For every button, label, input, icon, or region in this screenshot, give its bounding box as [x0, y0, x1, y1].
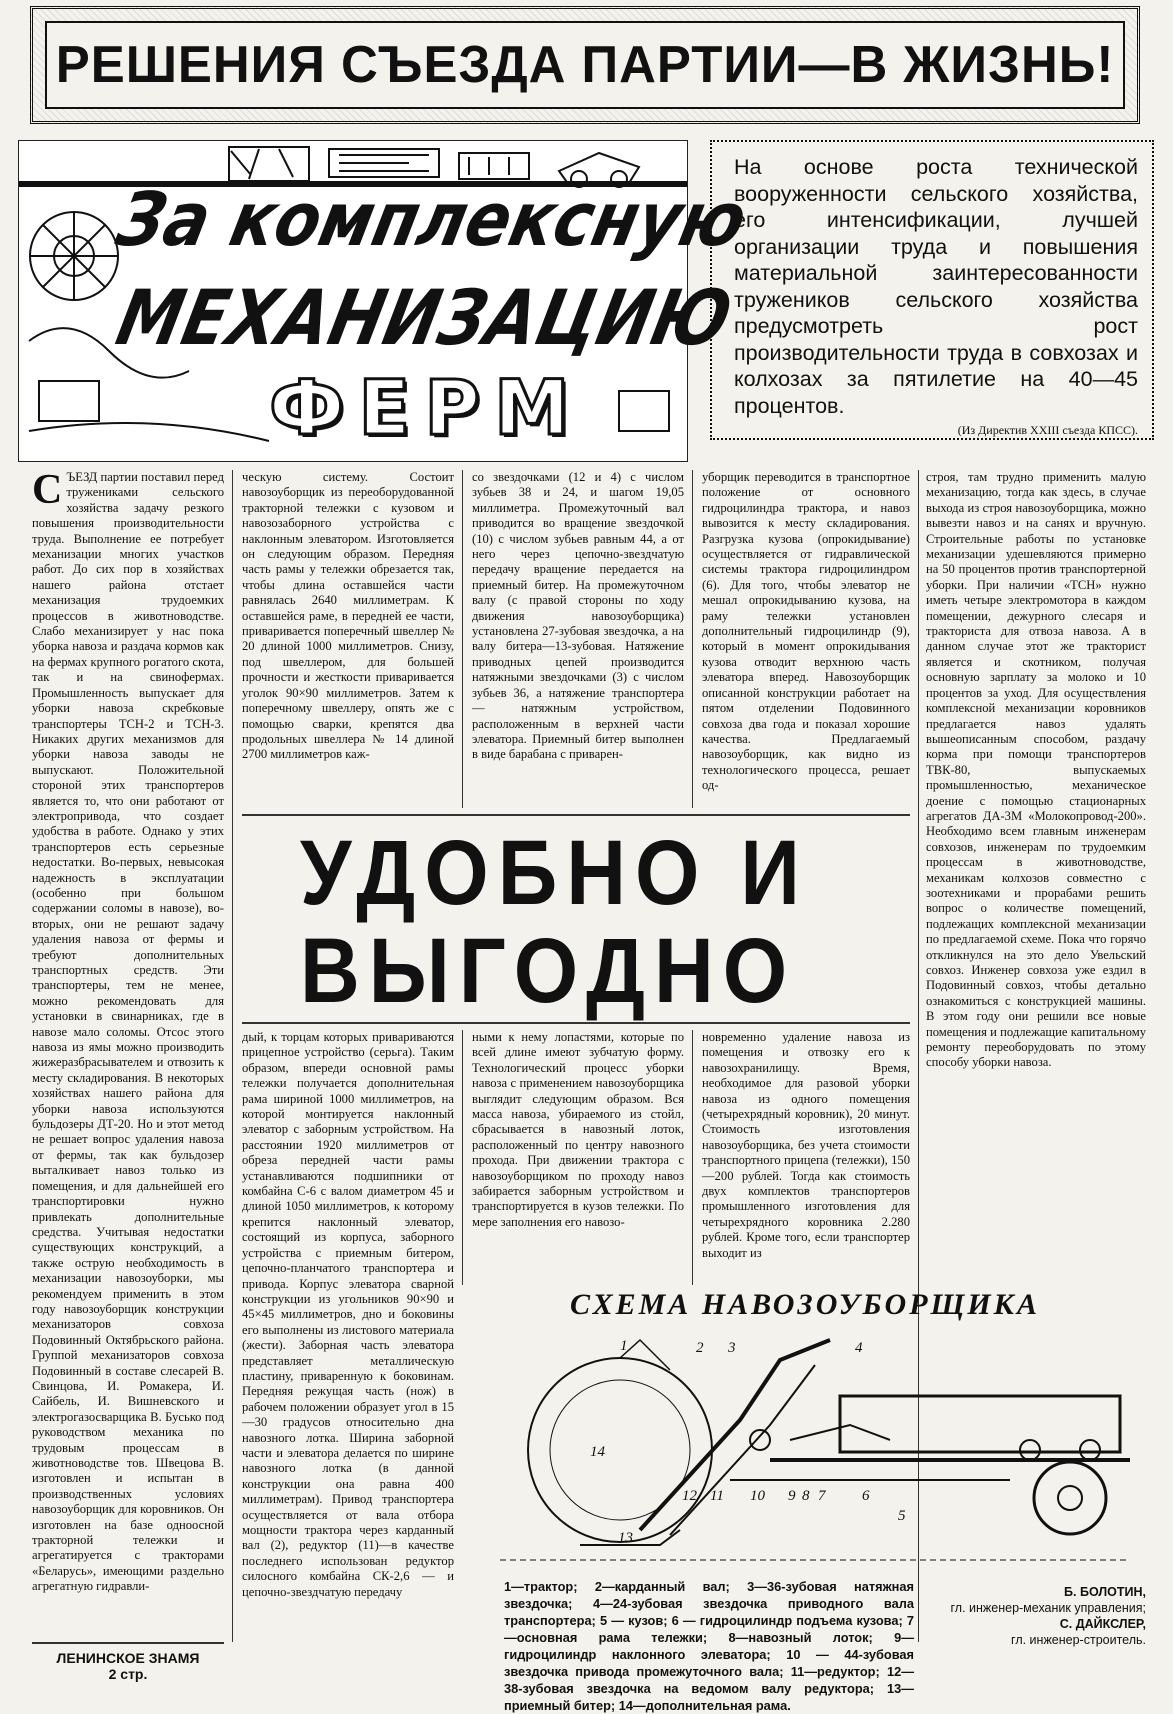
headline-illustration: [18, 140, 754, 462]
article-title-line-1: УДОБНО И: [300, 822, 809, 924]
banner-frame: [30, 6, 1140, 124]
signature-2-name: С. ДАЙКСЛЕР,: [1059, 1617, 1146, 1631]
label-3: 3: [728, 1340, 736, 1356]
article-title-line-2: ВЫГОДНО: [300, 920, 797, 1022]
label-8: 8: [802, 1488, 810, 1504]
article-column-2-top-text: ческую систему. Состоит навозоуборщик из переоборудованной тракторной тележки с кузовом и навозозаборного устройства с наклонным элеватором. Изготовляется он следующим образом. Передняя часть рамы у тележки обрезается так, чтобы длина оставшейся части равнялась 2640 миллиметрам. К оставшейся раме, в передней ее части, приваривается поперечный швеллер № 20 длиной 1000 миллиметров. Снизу, под швеллером, для большей прочности и жесткости приваривается уголок 90×90 миллиметров. Затем к поперечному швеллеру, опять же с помощью сварки, крепятся два продольных швеллера № 14 длиной 2700 миллиметров каж-: [242, 470, 454, 762]
label-13: 13: [618, 1530, 633, 1546]
page-number: 2 стр.: [108, 1666, 148, 1682]
label-4: 4: [855, 1340, 863, 1356]
article-column-4-top: [702, 470, 910, 808]
schematic-number-labels: [590, 1338, 906, 1546]
article-column-3-bottom: [472, 1030, 684, 1285]
label-9: 9: [788, 1488, 796, 1504]
headline-line-1: За комплексную: [109, 177, 754, 263]
column-divider: [462, 470, 463, 808]
label-6: 6: [862, 1488, 870, 1504]
title-rule-bottom: [242, 1022, 910, 1024]
label-5: 5: [898, 1508, 906, 1524]
article-column-3-top: [472, 470, 684, 808]
banner-inner: [45, 21, 1125, 109]
article-column-4-top-text: уборщик переводится в транспортное положение от основного гидроцилиндра трактора, и навоз вывозится к месту складирования. Разгрузка кузова (опрокидывание) осуществляется от гидравлической системы трактора гидроцилиндром (6). Для того, чтобы элеватор не мешал опрокидыванию кузова, на раму тележки установлен дополнительный гидроцилиндр (9), который в момент опрокидывания кузова отводит верхнюю часть элеватора вперед. Навозоуборщик описанной конструкции работает на пятом отделении Подовинного совхоза два года и показал хорошие качества. Предлагаемый навозоуборщик, как видно из технологического процесса, решает од-: [702, 470, 910, 793]
article-column-5-text: строя, там трудно применить малую механизацию, тогда как здесь, в случае выхода из строя навозоуборщика, можно вывезти навоз и на санях и вручную. Строительные работы по установке механизации удешевляются примерно на 50 процентов против транспортерной уборки. При наличии «ТСН» нужно иметь четыре электромотора в каждом помещении, дежурного слесаря и тракториста для отвоза навоза. А в данном случае этот же тракторист является и скотником, получая основную зарплату за молоко и 10 процентов за уход. Для осуществления комплексной механизации коровников предлагается навоз удалять вышеописанным способом, раздачу корма при помощи транспортеров ТВК-80, выпускаемых промышленностью, механическое доение с помощью стационарных агрегатов ДА-3М «Молокопровод-200». Необходимо всем главным инженерам совхозов, инженерам по трудоемким процессам в животноводстве, механикам колхозов совместно с зоотехниками и прорабами решить вопрос о количестве помещений, подлежащих комплексной механизации по предлагаемой схеме. Пока что горячо откликнулся на это дело Увельский совхоз. Инженер совхоза уже ездил в Подовинный совхоз, чтобы детально ознакомиться с конструкцией машины. В этом году они решили все новые помещения и подлежащие капитальному ремонту переоборудовать по этому способу уборки навоза.: [926, 470, 1146, 1070]
signature-2-title: гл. инженер-строитель.: [1011, 1633, 1146, 1647]
article-column-3-top-text: со звездочками (12 и 4) с числом зубьев 38 и 24, и шагом 19,05 миллиметра. Промежуточный вал приводится во вращение звездочкой (10) с числом зубьев равным 44, а от него через цепочно-звездчатую передачу вращение передается на приемный битер. На промежуточном валу (с правой стороны по ходу движения навозоуборщика) установлена 27-зубовая звездочка, а на валу битера—13-зубовая. Натяжение приводных цепей производится натяжными звездочками (3) с числом зубьев 36, а натяжение транспортера — натяжным устройством, расположенным в верхней части элеватора. Приемный битер выполнен в виде барабана с приварен-: [472, 470, 684, 762]
column-divider: [462, 1030, 463, 1285]
label-12: 12: [682, 1488, 697, 1504]
headline-line-3: ФЕРМ: [269, 363, 584, 452]
column-divider: [232, 470, 233, 1642]
signature-1-title: гл. инженер-механик управления;: [950, 1601, 1146, 1615]
article-column-1: [32, 467, 224, 1642]
manure-cleaner-schematic: [470, 1330, 1146, 1570]
article-column-3-bottom-text: ными к нему лопастями, которые по всей длине имеют зубчатую форму. Технологический процесс уборки навоза с применением навозоуборщика выглядит следующим образом. Вся масса навоза, убираемого из стойл, сбрасывается в навозный лоток, расположенный по центру навозного прохода. При движении трактора с навозоуборщиком по проходу навоз забирается заборным устройством и транспортируется в кузов тележки. По мере заполнения его навозо-: [472, 1030, 684, 1229]
article-column-2-bottom-text: дый, к торцам которых привариваются прицепное устройство (серьга). Таким образом, впереди основной рамы тележки получается дополнительная рама шириной 1000 миллиметров, на которой монтируется наклонный элеватор с заборным устройством. На расстоянии 1920 миллиметров от обреза передней части рамы устанавливаются подшипники от комбайна С-6 с валом диаметром 45 и длиной 1050 миллиметров, к которому крепится наклонный элеватор, состоящий из корпуса, заборного устройства с приемным битером, цепочно-планчатого транспортера и привода. Корпус элеватора сварной конструкции из угольников 90×90 и 45×45 миллиметров, дно и боковины его выполнены из листового материала (жести). Заборная часть элеватора представляет металлическую пластину, приваренную к боковинам. Передняя режущая часть (нож) в рабочем положении образует угол в 15—30 градусов относительно дна навозного лотка. Ширина заборной части и элеватора делается по ширине навозного лотка (в данной конструкции она равна 400 миллиметрам). Привод транспортера осуществляется от вала отбора мощности трактора через карданный вал (2), редуктор (11)—в качестве последнего использован редуктор силосного комбайна СК-2,6 — и цепочно-звездчатую передачу: [242, 1030, 454, 1599]
label-11: 11: [710, 1488, 724, 1504]
newspaper-name: ЛЕНИНСКОЕ ЗНАМЯ: [56, 1650, 200, 1666]
article-column-2-bottom: [242, 1030, 454, 1642]
label-2: 2: [696, 1340, 704, 1356]
title-rule-top: [242, 814, 910, 816]
label-14: 14: [590, 1444, 605, 1460]
schema-title: СХЕМА НАВОЗОУБОРЩИКА: [570, 1288, 1041, 1321]
article-column-4-bottom: [702, 1030, 910, 1285]
label-1: 1: [620, 1338, 628, 1354]
column-divider: [692, 1030, 693, 1285]
label-7: 7: [818, 1488, 826, 1504]
article-column-4-bottom-text: новременно удаление навоза из помещения и отвозку его к навозохранилищу. Время, необходимое для разовой уборки навоза из одного помещения (четырехрядный коровник), 20 минут. Стоимость изготовления навозоуборщика, без учета стоимости транспортного прицепа (тележки), 150—200 рублей. Тогда как стоимость двух комплектов транспортеров промышленного изготовления для четырехрядного коровника 2.280 рублей. Кроме того, если транспортер выходит из: [702, 1030, 910, 1260]
article-column-1-text: ЪЕЗД партии поставил перед тружениками сельского хозяйства задачу резкого повышения производительности труда. Выполнение ее потребует механизации многих участков работ. До сих пор в хозяйствах нашего района отстает механизация трудоемких процессов в животноводстве. Слабо механизирует у нас пока уборка навоза и раздача кормов как на фермах крупного рогатого скота, так и на свинофермах. Промышленность выпускает для уборки навоза скребковые транспортеры ТСН-2 и ТСН-3. Никаких других механизмов для уборки навоза заводы не выпускают. Положительной стороной этих транспортеров является то, что они работают от электропривода, что создает удобства в работе. Однако у этих транспортеров есть серьезные недостатки. Во-первых, невысокая надежность в эксплуатации (особенно при большом содержании соломы в навозе), во-вторых, они не решают задачу удаления навоза от фермы и требуют дополнительных транспортных средств. Эти транспортеры, тем не менее, можно рекомендовать для установки в свинарниках, где в навозе мало соломы. Отсос этого навоза из ямы можно производить жижеразбрасывателем и отвозить к месту складирования. В некоторых хозяйствах нашего района для уборки навоза используются бульдозеры ДТ-20. Но и этот метод не решает вопрос удаления навоза от фермы, так как бульдозер выталкивает навоз только из помещения, и для дальнейшей его транспортировки нужно привлекать дополнительные средства. Учитывая недостатки существующих конструкций, а также острую необходимость в механизации навозоуборки, мы рекомендуем применить в этом году навозоуборщик конструкции механизаторов совхоза Подовинный Октябрьского района. Группой механизаторов совхоза Подовинный в составе слесарей В. Свинцова, И. Ромакера, И. Сайбель, И. Вишневского и электрогазосварщика В. Бусько под руководством механика по трудовым процессам в животноводстве тов. Швецова В. изготовлен и испытан в производственных условиях навозоуборщик для коровников. Он изготовлен на базе одноосной тракторной тележки и агрегатируется с тракторами «Беларусь», имеющими раздельно агрегатную гидравли-: [32, 470, 224, 1594]
schema-legend: 1—трактор; 2—карданный вал; 3—36-зубовая натяжная звездочка; 4—24-зубовая звездочка приводного вала транспортера; 5 — кузов; 6 — гидроцилиндр подъема кузова; 7—основная рама тележки; 8—навозный лоток; 9—гидроцилиндр наклонного элеватора; 10 — 44-зубовая звездочка привода промежуточного вала; 11—редуктор; 12—38-зубовая звездочка на ведомом валу редуктора; 13— приемный битер; 14—дополнительная рама.: [504, 1579, 914, 1713]
label-10: 10: [750, 1488, 765, 1504]
footer-rule: [32, 1642, 224, 1644]
drop-cap: С: [32, 467, 63, 513]
article-title-block: [300, 824, 900, 1020]
directive-quote-box: [710, 140, 1154, 440]
directive-quote-text: На основе роста технической вооруженности сельского хозяйства, его интенсификации, лучшей организации труда и повышения материальной заинтересованности тружеников сельского хозяйства предусмотреть рост производительности труда в совхозах и колхозах за пятилетие на 40—45 процентов.: [734, 155, 1138, 418]
column-divider: [692, 470, 693, 808]
signature-1-name: Б. БОЛОТИН,: [1064, 1585, 1146, 1599]
directive-quote-source: (Из Директив XXIII съезда КПСС).: [957, 423, 1138, 437]
headline-line-2: МЕХАНИЗАЦИЮ: [109, 273, 740, 362]
article-column-2-top: [242, 470, 454, 808]
footer-tag: [32, 1650, 224, 1682]
banner-title: РЕШЕНИЯ СЪЕЗДА ПАРТИИ—В ЖИЗНЬ!: [55, 36, 1115, 94]
signatures-block: [926, 1584, 1146, 1648]
